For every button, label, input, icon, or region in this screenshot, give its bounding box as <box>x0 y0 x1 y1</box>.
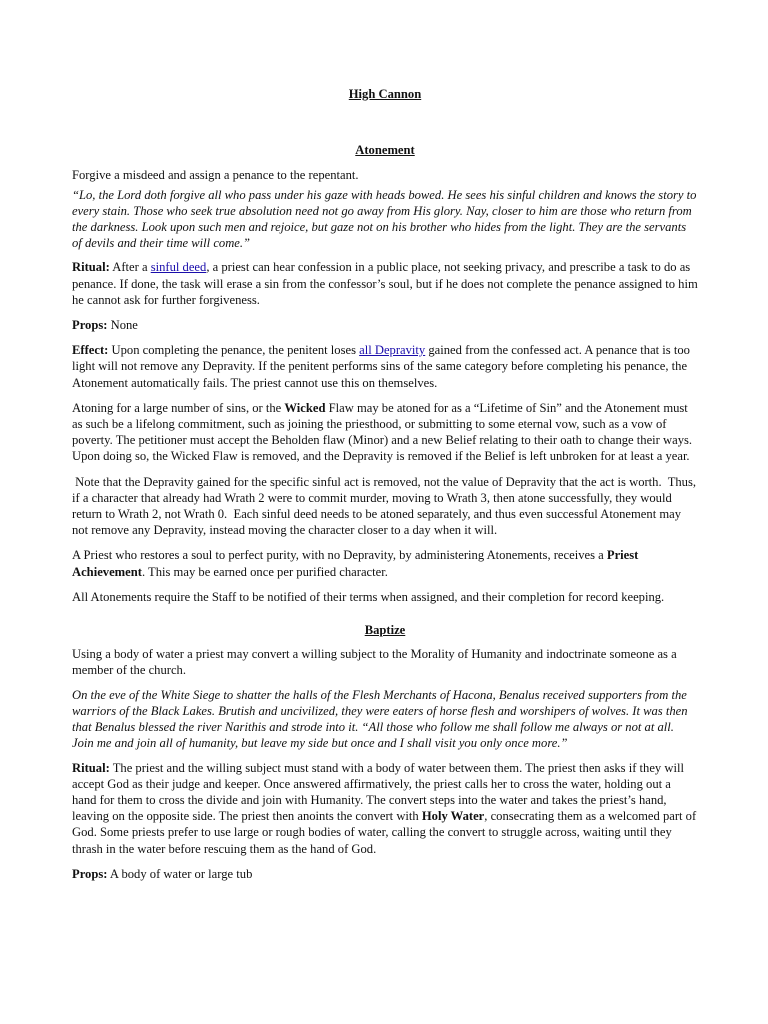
atonement-ritual <box>72 259 698 308</box>
baptize-props-label: Props: <box>72 866 108 881</box>
achievement-text-post: . This may be earned once per purified character. <box>141 564 388 579</box>
baptize-props <box>72 866 698 882</box>
depravity-note: Note that the Depravity gained for the specific sinful act is removed, not the value of Depravity that the act is worth. Thus, if a character that already had Wrath 2 were to commit murder, moving to Wrath 3, then atone successfully, they would return to Wrath 2, not Wrath 0. Each sinful deed needs to be atoned separately, and thus even successful Atonement may not remove any Depravity, instead moving the character closer to a day when it will. <box>72 474 700 538</box>
ritual-label: Ritual: <box>72 260 110 275</box>
baptize-ritual-text-pre: The priest and the willing subject must stand with a body of water between them. The priest then asks if they will accept God as their judge and keeper. Once answered affirmatively, the priest calls her to cross the water, holding out a hand for them to cross the divide and join with Humanity. The convert steps into the water and takes the priest’s hand, leaving on the opposite side. The priest then anoints the convert with <box>72 760 684 824</box>
wicked-flaw-term: Wicked <box>284 400 326 415</box>
baptize-ritual <box>72 760 698 857</box>
all-depravity-link[interactable]: all Depravity <box>359 343 426 358</box>
effect-text-post: gained from the confessed act. A penance that is too light will not remove any Depravity. If the penitent performs sins of the same category before completing his penance, the Atonement automatically fails. The priest cannot use this on themselves. <box>72 343 690 390</box>
lifetime-text-pre: Atoning for a large number of sins, or the <box>72 400 285 415</box>
priest-achievement-term: Priest Achievement <box>72 548 639 579</box>
atonement-intro: Forgive a misdeed and assign a penance to the repentant. <box>72 168 359 183</box>
atonement-quote: “Lo, the Lord doth forgive all who pass under his gaze with heads bowed. He sees his sinful children and knows the story to every stain. Those who seek true absolution need not go away from His glory. Nay, closer to him are those who return from the darkness. Look upon such men and rejoice, but gaze not on his brother who hides from the light. They are the servants of devils and their time will come.” <box>72 187 697 251</box>
holy-water-term: Holy Water <box>421 809 485 824</box>
props-label: Props: <box>72 318 108 333</box>
sinful-deed-link[interactable]: sinful deed <box>150 260 207 275</box>
effect-text-pre: Upon completing the penance, the penitent loses <box>108 343 360 358</box>
achievement-text-pre: A Priest who restores a soul to perfect purity, with no Depravity, by administering Atonements, receives a <box>72 548 607 563</box>
baptize-props-text: A body of water or large tub <box>107 866 253 881</box>
baptize-quote: On the eve of the White Siege to shatter the halls of the Flesh Merchants of Hacona, Benalus received supporters from the warriors of the Black Lakes. Brutish and uncivilized, they were eaters of horse flesh and worshipers of wolves. It was then that Benalus blessed the river Narithis and strode into it. “All those who follow me shall follow me always or not at all. Join me and join all of humanity, but leave my side but once and I shall visit you only once more.” <box>72 687 688 751</box>
baptize-intro: Using a body of water a priest may convert a willing subject to the Morality of Humanity and indoctrinate someone as a member of the church. <box>72 647 677 678</box>
atonement-effect <box>72 342 698 391</box>
priest-achievement-paragraph <box>72 547 698 579</box>
effect-label: Effect: <box>72 343 109 358</box>
ritual-text-post: , a priest can hear confession in a public place, not seeking privacy, and prescribe a task to do as penance. If done, the task will erase a sin from the confessor’s soul, but if he does not complete the penance assigned to him he cannot ask for further forgiveness. <box>72 260 698 307</box>
atonement-props <box>72 317 698 333</box>
lifetime-of-sin-paragraph <box>72 400 698 465</box>
section-heading-baptize: Baptize <box>364 623 406 638</box>
baptize-ritual-text-post: , consecrating them as a welcomed part of God. Some priests prefer to use large or rough bodies of water, calling the convert to struggle across, waiting until they thrash in the water before rescuing them as the hand of God. <box>72 809 697 856</box>
section-heading-atonement: Atonement <box>355 143 415 158</box>
ritual-text-pre: After a <box>109 260 151 275</box>
baptize-ritual-label: Ritual: <box>72 760 110 775</box>
props-text: None <box>107 318 138 333</box>
staff-notification-paragraph: All Atonements require the Staff to be notified of their terms when assigned, and their completion for record keeping. <box>72 589 665 604</box>
page-title: High Cannon <box>348 87 422 101</box>
document-page <box>72 86 698 882</box>
lifetime-text-post: Flaw may be atoned for as a “Lifetime of Sin” and the Atonement must as such be a lifelong commitment, such as joining the priesthood, or submitting to some eternal vow, such as a vow of poverty. The petitioner must accept the Beholden flaw (Minor) and a new Belief relating to their oath to change their ways. Upon doing so, the Wicked Flaw is removed, and the Depravity is removed if the Belief is left unbroken for at least a year. <box>72 400 693 464</box>
